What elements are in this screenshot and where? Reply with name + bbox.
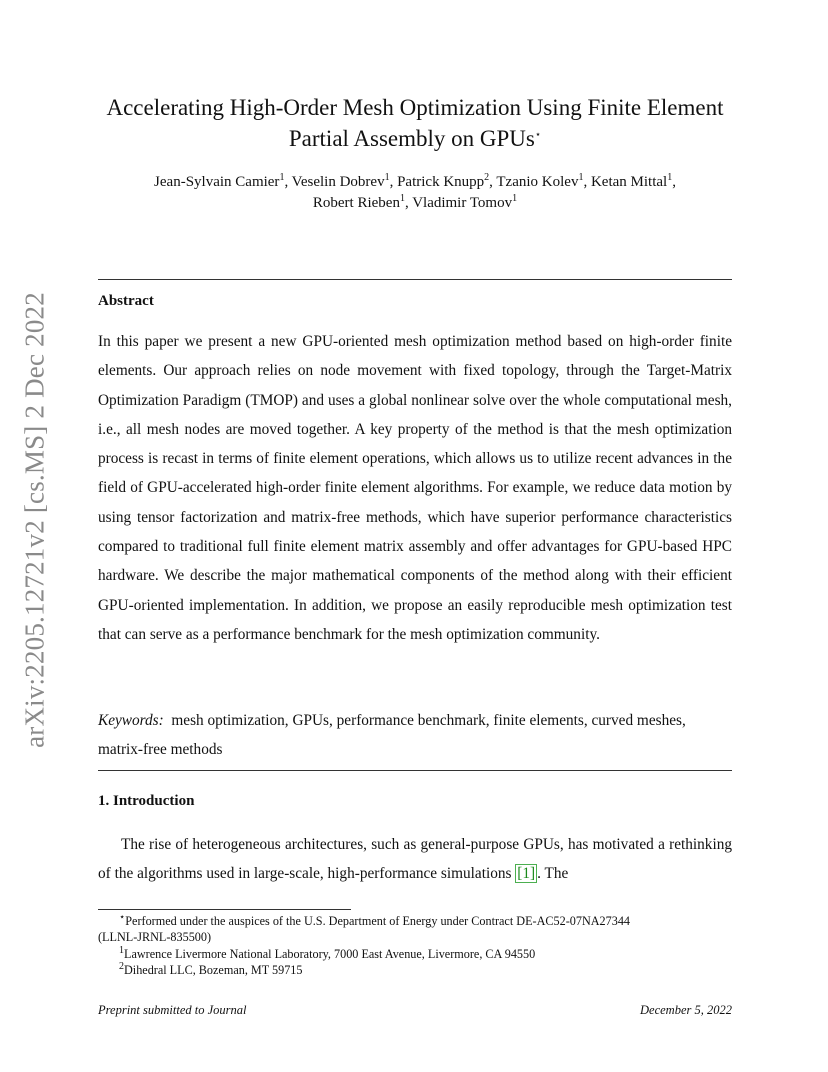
author-affiliation-mark: 1	[279, 172, 285, 183]
paper-title	[98, 92, 732, 154]
author-affiliation-mark: 1	[512, 193, 518, 204]
keywords-label: Keywords:	[98, 712, 164, 729]
introduction-text: The rise of heterogeneous architectures, such as general-purpose GPUs, has motivated a rethinking of the algorithms used in large-scale, high-performance simulations	[98, 836, 732, 883]
title-footnote-mark[interactable]: ⋆	[534, 129, 542, 141]
author-name: Vladimir Tomov	[412, 195, 513, 211]
author-list	[98, 172, 732, 214]
footnote-affiliation-2	[98, 962, 732, 978]
footnote-affiliation-1	[98, 946, 732, 962]
footnote-affiliation-mark: 2	[119, 960, 124, 972]
introduction-paragraph	[98, 830, 732, 889]
keywords-block	[98, 706, 698, 765]
footnote-star-mark: ⋆	[119, 911, 126, 923]
author-affiliation-mark: 1	[578, 172, 584, 183]
author-name: Veselin Dobrev	[291, 174, 385, 190]
author-affiliation-mark: 2	[484, 172, 490, 183]
paper-title-line-2-text: Partial Assembly on GPUs	[288, 126, 535, 151]
footnote-affiliation-1-text: Lawrence Livermore National Laboratory, 7000 East Avenue, Livermore, CA 94550	[124, 946, 536, 961]
paper-title-line-2	[98, 123, 732, 154]
citation-link[interactable]: [1]	[517, 865, 536, 883]
footer-preprint-note: Preprint submitted to Journal	[98, 1003, 247, 1017]
paper-title-line-1: Accelerating High-Order Mesh Optimization Using Finite Element	[106, 95, 724, 120]
footnote-funding-text: Performed under the auspices of the U.S. Department of Energy under Contract DE-AC52-07NA27344	[125, 914, 631, 928]
introduction-heading: 1. Introduction	[98, 793, 195, 809]
author-name: Tzanio Kolev	[496, 174, 579, 190]
author-affiliation-mark: 1	[384, 172, 390, 183]
arxiv-identifier-text: arXiv:2205.12721v2 [cs.MS] 2 Dec 2022	[19, 292, 50, 748]
abstract-heading: Abstract	[98, 293, 154, 309]
footnote-affiliation-2-text: Dihedral LLC, Bozeman, MT 59715	[124, 962, 303, 977]
footer-date: December 5, 2022	[640, 1003, 732, 1017]
author-line-1: Jean-Sylvain Camier$^1$, Veselin Dobrev$^1$, Patrick Knupp$^2$, Tzanio Kolev$^1$, Ketan Mittal$^1$,	[154, 172, 676, 190]
footnotes	[98, 913, 732, 978]
author-name: Patrick Knupp	[397, 174, 485, 190]
keywords-text: mesh optimization, GPUs, performance benchmark, finite elements, curved meshes, matrix-free methods	[98, 712, 686, 759]
footnote-funding	[98, 913, 732, 929]
footnote-funding-continued: (LLNL-JRNL-835500)	[98, 930, 212, 945]
author-name: Robert Rieben	[312, 195, 400, 211]
author-line-2: Robert Rieben$^1$, Vladimir Tomov$^1$	[312, 193, 518, 211]
author-affiliation-mark: 1	[399, 193, 405, 204]
footnote-affiliation-mark: 1	[119, 944, 124, 956]
author-affiliation-mark: 1	[667, 172, 673, 183]
author-name: Jean-Sylvain Camier	[154, 174, 280, 190]
abstract-top-rule	[98, 279, 732, 280]
author-name: Ketan Mittal	[590, 174, 668, 190]
footnote-rule	[98, 909, 351, 910]
abstract-bottom-rule	[98, 770, 732, 771]
introduction-text-continued: . The	[537, 865, 569, 883]
abstract-text: In this paper we present a new GPU-oriented mesh optimization method based on high-order finite elements. Our approach relies on node movement with fixed topology, through the Target-Matrix Optimization Paradigm (TMOP) and uses a global nonlinear solve over the whole computational mesh, i.e., all mesh nodes are moved together. A key property of the method is that the mesh optimization process is recast in terms of finite element operations, which allows us to utilize recent advances in the field of GPU-accelerated high-order finite element algorithms. For example, we reduce data motion by using tensor factorization and matrix-free methods, which have superior performance characteristics compared to traditional full finite element matrix assembly and offer advantages for GPU-based HPC hardware. We describe the major mathematical components of the method along with their efficient GPU-oriented implementation. In addition, we propose an easily reproducible mesh optimization test that can serve as a performance benchmark for the mesh optimization community.	[98, 333, 732, 643]
